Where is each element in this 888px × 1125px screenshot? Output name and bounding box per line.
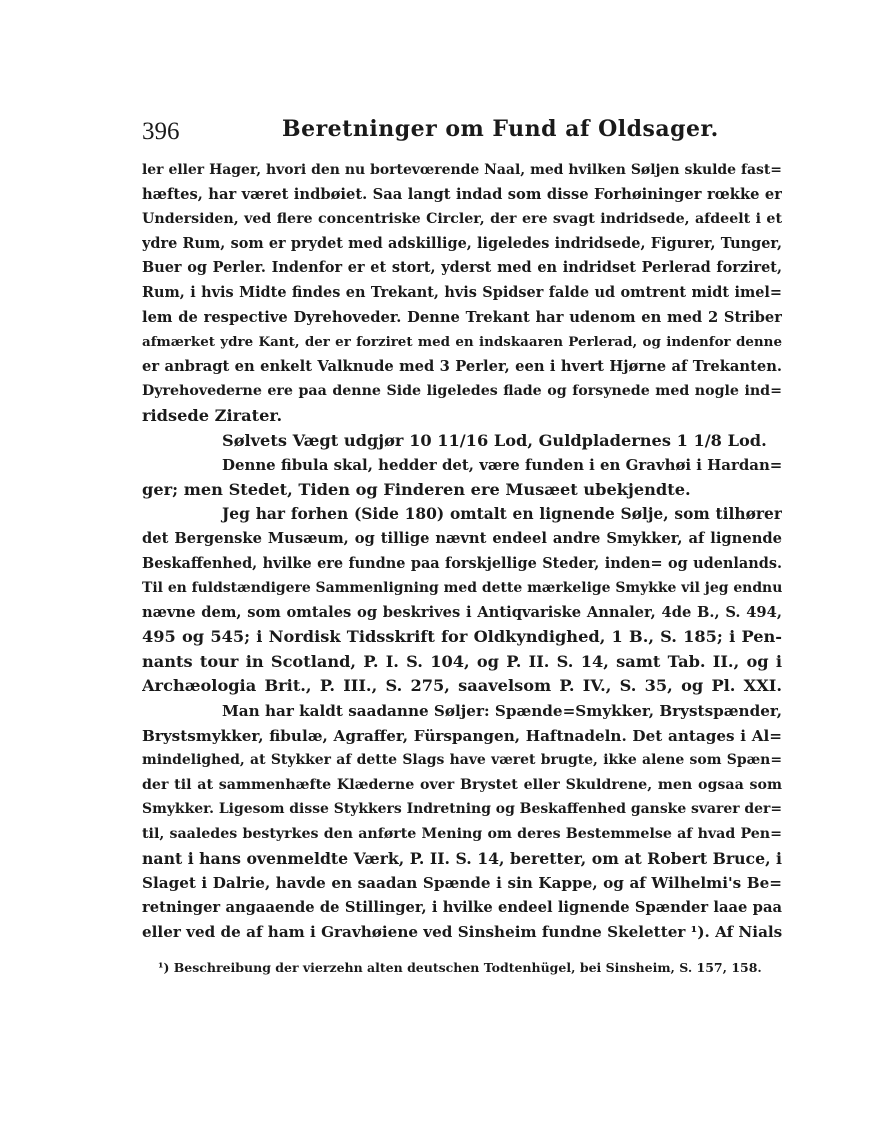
text-line: retninger angaaende de Stillinger, i hvilke endeel lignende Spænder laae paa [142,898,782,916]
text-line: Man har kaldt saadanne Søljer: Spænde=Smykker, Brystspænder, [222,702,782,721]
text-line: Denne fibula skal, hedder det, være funden i en Gravhøi i Hardan= [222,456,782,475]
text-line: afmærket ydre Kant, der er forziret med en indskaaren Perlerad, og indenfor denne [142,334,782,351]
footnote: ¹) Beschreibung der vierzehn alten deutschen Todtenhügel, bei Sinsheim, S. 157, 158. [158,960,762,975]
text-line: Archæologia Brit., P. III., S. 275, saavelsom P. IV., S. 35, og Pl. XXI. [142,676,782,696]
text-line: ridsede Zirater. [142,405,283,425]
text-line: mindelighed, at Stykker af dette Slags have været brugte, ikke alene som Spæn= [142,752,782,769]
page-number: 396 [142,118,180,145]
text-line: hæftes, har været indbøiet. Saa langt indad som disse Forhøininger rœkke er [142,185,782,203]
text-line: Rum, i hvis Midte findes en Trekant, hvis Spidser falde ud omtrent midt imel= [142,283,782,301]
text-line: Beskaffenhed, hvilke ere fundne paa forskjellige Steder, inden= og udenlands. [142,554,782,572]
text-line: nants tour in Scotland, P. I. S. 104, og P. II. S. 14, samt Tab. II., og i [142,651,782,671]
text-line: Undersiden, ved flere concentriske Circler, der ere svagt indridsede, afdeelt i et [142,211,782,228]
text-line: eller ved de af ham i Gravhøiene ved Sinsheim fundne Skeletter ¹). Af Nials [142,923,782,942]
page-header [142,116,772,150]
text-line: Jeg har forhen (Side 180) omtalt en lignende Sølje, som tilhører [222,504,782,524]
text-line: til, saaledes bestyrkes den anførte Mening om deres Bestemmelse af hvad Pen= [142,826,782,843]
text-line: 495 og 545; i Nordisk Tidsskrift for Oldkyndighed, 1 B., S. 185; i Pen- [142,627,782,647]
text-line: Smykker. Ligesom disse Stykkers Indretning og Beskaffenhed ganske svarer der= [142,801,782,818]
text-line: der til at sammenhæfte Klæderne over Brystet eller Skuldrene, men ogsaa som [142,776,782,793]
text-line: Slaget i Dalrie, havde en saadan Spænde i sin Kappe, og af Wilhelmi's Be= [142,874,782,893]
text-line: lem de respective Dyrehoveder. Denne Trekant har udenom en med 2 Striber [142,308,782,326]
text-line: Brystsmykker, fibulæ, Agraffer, Fürspangen, Haftnadeln. Det antages i Al= [142,726,782,745]
text-line: ler eller Hager, hvori den nu bortevœrende Naal, med hvilken Søljen skulde fast= [142,162,782,178]
text-line: nævne dem, som omtales og beskrives i Antiqvariske Annaler, 4de B., S. 494, [142,603,782,621]
text-line: Buer og Perler. Indenfor er et stort, yderst med en indridset Perlerad forziret, [142,259,782,277]
body-text [142,158,782,945]
text-line: det Bergenske Musæum, og tillige nævnt endeel andre Smykker, af lignende [142,529,782,547]
running-title: Beretninger om Fund af Oldsager. [282,116,719,142]
text-line: er anbragt en enkelt Valknude med 3 Perler, een i hvert Hjørne af Trekanten. [142,357,782,375]
text-line: ger; men Stedet, Tiden og Finderen ere Musæet ubekjendte. [142,479,691,499]
text-line: Dyrehovederne ere paa denne Side ligeledes flade og forsynede med nogle ind= [142,383,782,400]
text-line: ydre Rum, som er prydet med adskillige, ligeledes indridsede, Figurer, Tunger, [142,234,782,252]
text-line: Til en fuldstændigere Sammenligning med dette mærkelige Smykke vil jeg endnu [142,580,782,597]
text-line: nant i hans ovenmeldte Værk, P. II. S. 14, beretter, om at Robert Bruce, i [142,848,782,868]
text-line: Sølvets Vægt udgjør 10 11/16 Lod, Guldpladernes 1 1/8 Lod. [222,430,767,450]
